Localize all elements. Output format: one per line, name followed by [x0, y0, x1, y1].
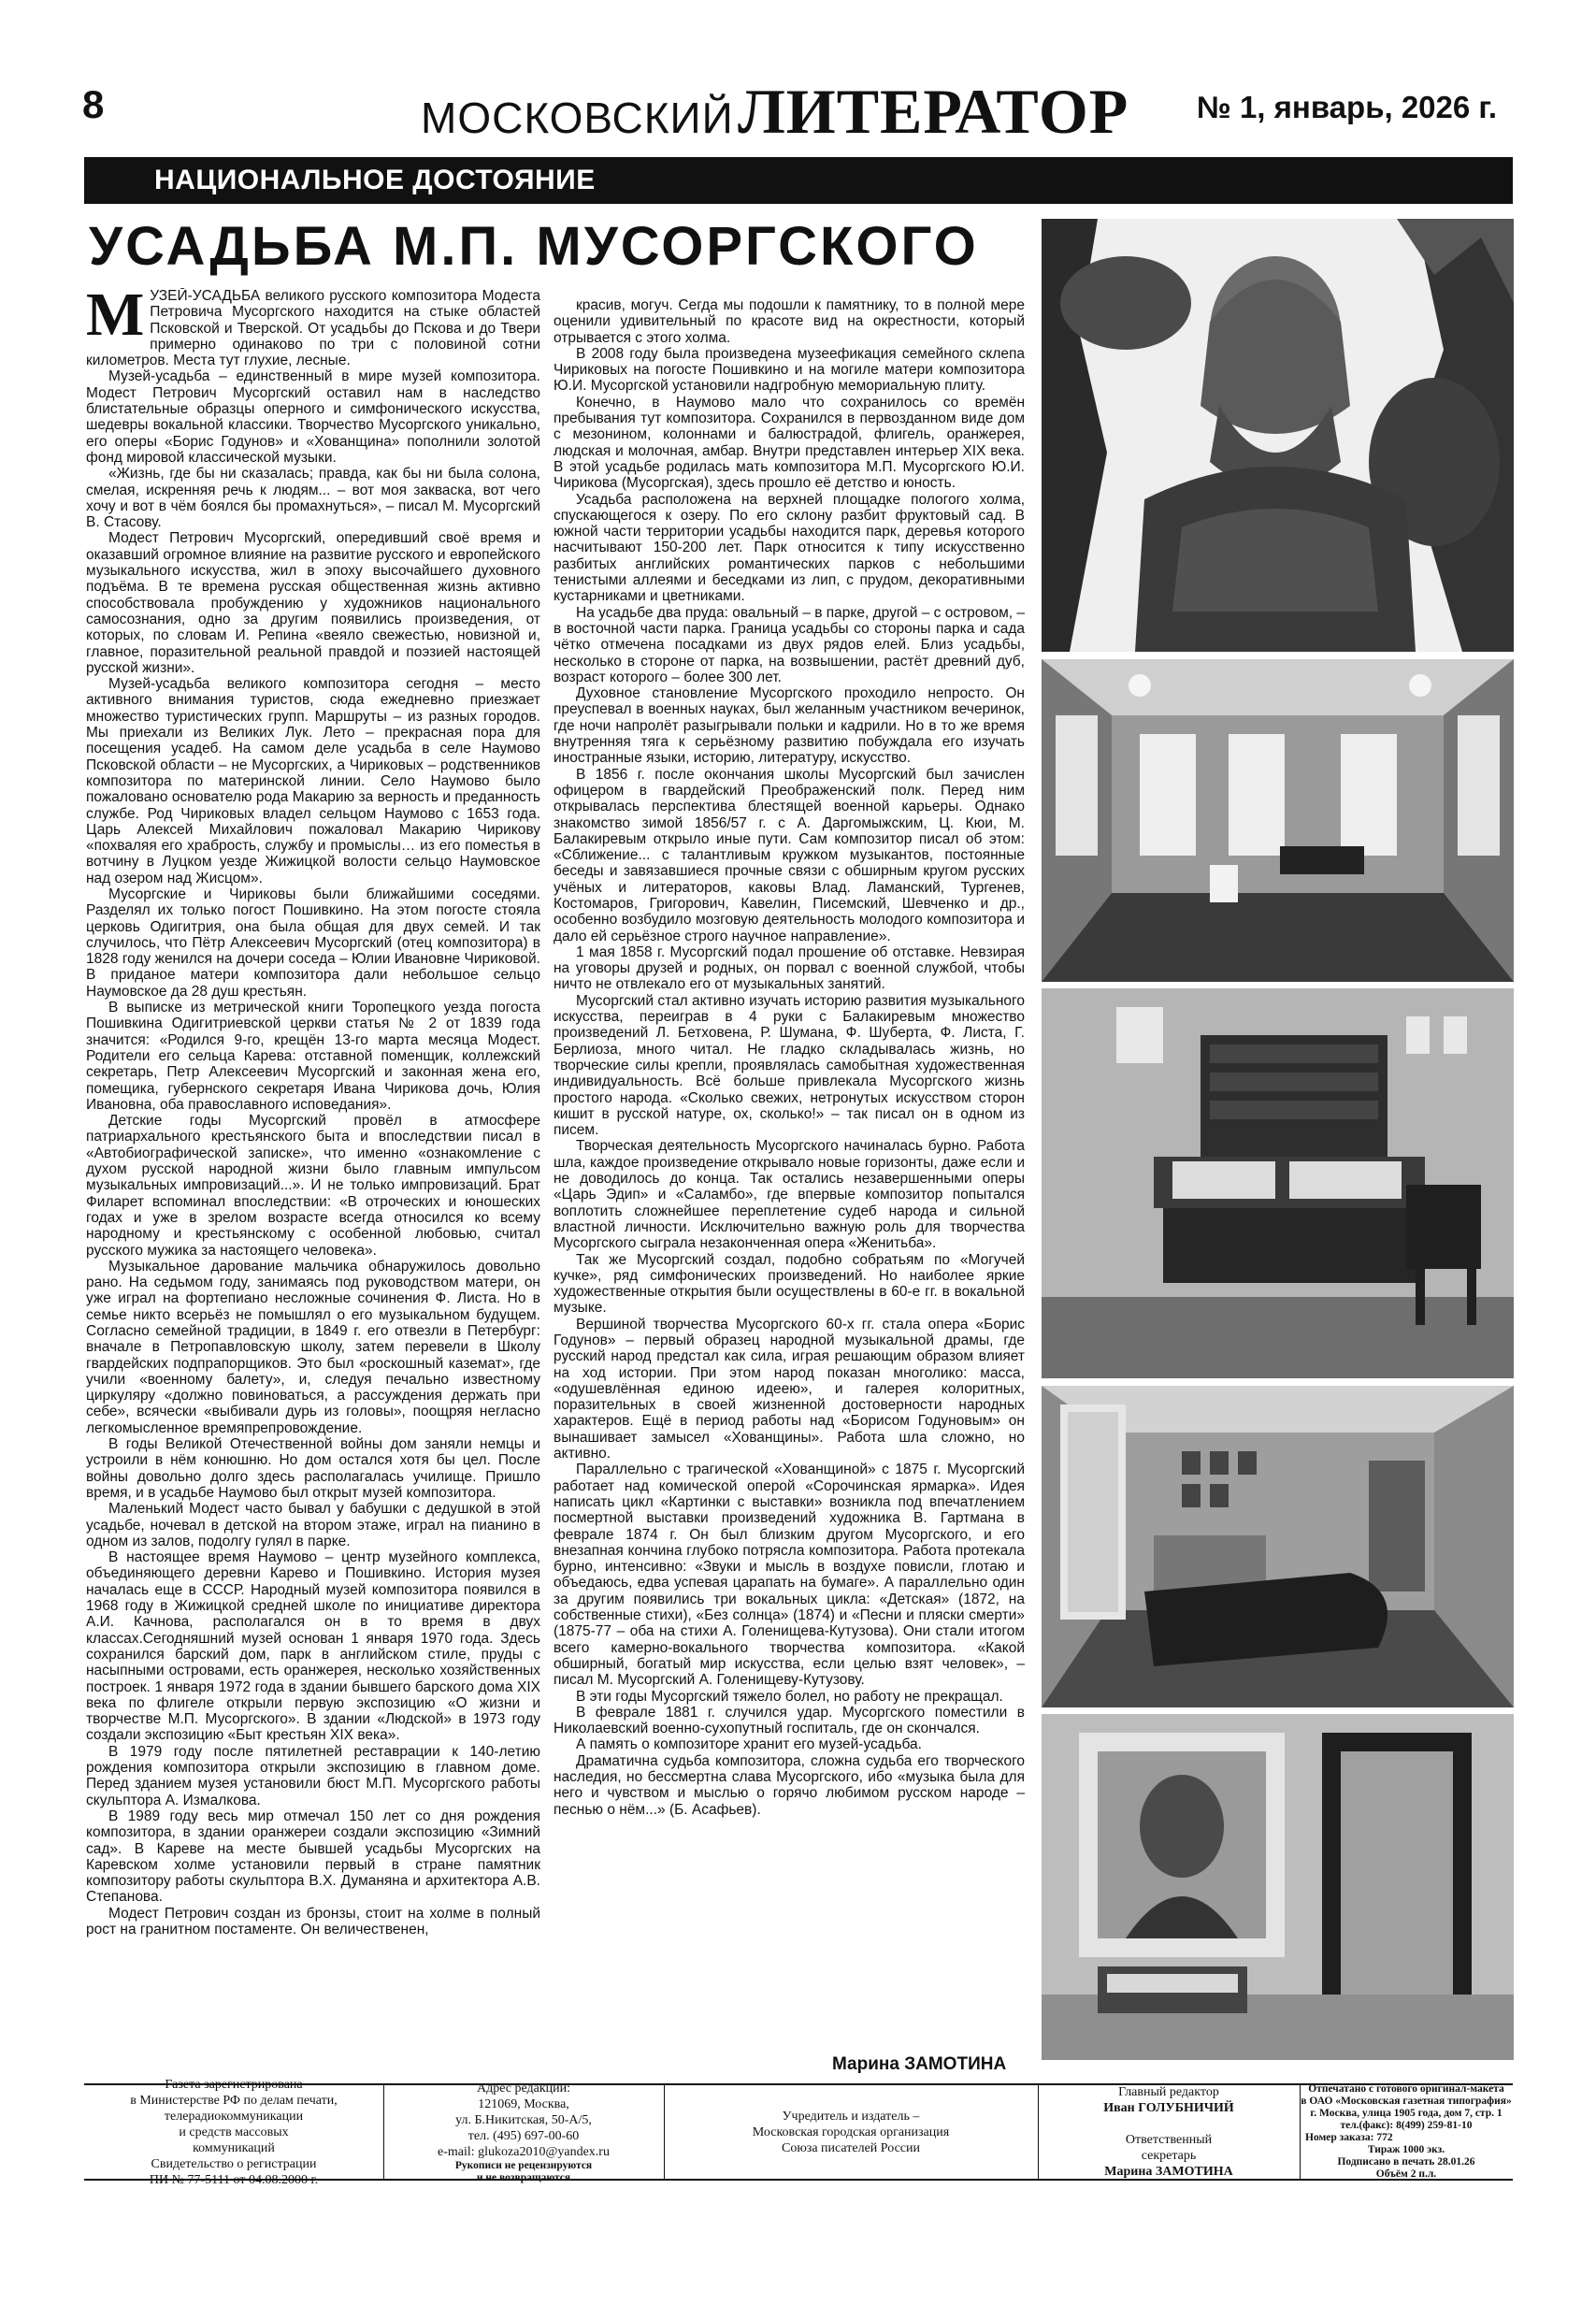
- masthead-title-part2: ЛИТЕРАТОР: [738, 76, 1129, 147]
- photo-hall-with-piano: [1042, 659, 1514, 982]
- article-paragraph: [86, 288, 540, 368]
- print-line: в ОАО «Московская газетная типография»: [1301, 2096, 1512, 2107]
- paragraph-text: УЗЕЙ-УСАДЬБА великого русского композитора Модеста Петровича Мусоргского находится на стыке областей Псковской и Тверской. От усадьбы до Пскова и до Твери примерно одинаково по три с половиной сотни километров. Места тут глухие, лесные.: [86, 288, 540, 369]
- article-paragraph: А память о композиторе хранит его музей-усадьба.: [576, 1736, 922, 1753]
- secretary-label: секретарь: [1141, 2149, 1197, 2163]
- article-paragraph: В 1989 году весь мир отмечал 150 лет со дня рождения композитора, в здании оранжереи создали экспозицию «Зимний сад». В Кареве на месте бывшей усадьбы Мусоргских на Каревском холме установили первый в стране памятник композитору работы скульптора В.Х. Думаняна и архитектора А.В. Степанова.: [86, 1808, 540, 1906]
- registration-line: Свидетельство о регистрации: [151, 2156, 317, 2171]
- article-paragraph: Мусоргский стал активно изучать историю развития музыкального искусства, переиграв в 4 руки с Балакиревым множество произведений Л. Бетховена, Р. Шумана, Ф. Шуберта, Ф. Листа, Г. Берлиоза, много читал. Не гладко складывалась жизнь, но творческие силы крепли, проявлялась самобытная художественная индивидуальность. Всё больше привлекала Мусоргского жизнь простого народа. «Сколько свежих, нетронутых искусством сторон кишит в русской натуре, ох, сколько!» – так писал он в одном из писем.: [554, 992, 1025, 1139]
- page-number: 8: [82, 82, 105, 126]
- article-paragraph: Музыкальное дарование мальчика обнаружилось довольно рано. На седьмом году, занимаясь под руководством матери, он уже играл на фортепиано несложные сочинения Ф. Листа. Но в семье никто всерьёз не помышлял о его музыкальном будущем. Согласно семейной традиции, в 1849 г. его отвезли в Петербург: вначале в Петропавловскую школу, затем перевели в Школу гвардейских подпрапорщиков. Это был «роскошный каземат», где учили «военному балету», и, следуя печально известному циркуляру «должно повиноваться, а рассуждения держать при себе», всячески «выбивали дурь из головы», поощряя негласно легкомысленное времяпрепровождение.: [86, 1258, 540, 1436]
- article-paragraph: В 1856 г. после окончания школы Мусоргский был зачислен офицером в гвардейский Преображенский полк. Перед ним открывалась перспектива блестящей военной карьеры. Однако знакомство зимой 1856/57 г. с А. Даргомыжским, Ц. Кюи, М. Балакиревым открыло иные пути. Сам композитор писал об этом: «Сближение... с талантливым кружком музыкантов, постоянные беседы и завязавшиеся прочные связи с обширным кругом русских учёных и литераторов, каковы Влад. Ламанский, Тургенев, Костомаров, Григорович, Кавелин, Писемский, Шевченко и др., особенно возбудило мозговую деятельность молодого композитора и дало ей серьёзное строго научное направление».: [554, 766, 1025, 944]
- masthead-title-part1: МОСКОВСКИЙ: [421, 94, 734, 142]
- signed-for-print: Подписано в печать 28.01.26: [1337, 2156, 1475, 2168]
- rubric-title: НАЦИОНАЛЬНОЕ ДОСТОЯНИЕ: [154, 165, 596, 195]
- article-paragraph: Драматична судьба композитора, сложна судьба его творческого наследия, но бессмертна слава Мусоргского, ибо «музыка была для него и чувством и мыслью о горячо любимом русском народе – песнью о нём...» (Б. Асафьев).: [554, 1752, 1025, 1818]
- article-paragraph: Модест Петрович создан из бронзы, стоит на холме в полный рост на гранитном постаменте. Он величественен,: [86, 1905, 540, 1937]
- editor-label: Главный редактор: [1118, 2085, 1219, 2099]
- article-paragraph: В 2008 году была произведена музеефикация семейного склепа Чириковых на погосте Пошивкино и на могиле матери композитора Ю.И. Мусоргской установили надгробную мемориальную плиту.: [554, 345, 1025, 395]
- footer-founder: [664, 2085, 1039, 2179]
- registration-line: ПИ № 77-5111 от 04.08.2000 г.: [149, 2172, 319, 2187]
- print-line: тел.(факс): 8(499) 259-81-10: [1340, 2120, 1473, 2131]
- registration-line: Газета зарегистрирована: [165, 2077, 303, 2092]
- article-paragraph: 1 мая 1858 г. Мусоргский подал прошение об отставке. Невзирая на уговоры друзей и родных, он порвал с военной службой, чтобы ничто не отвлекало его от музыкальных занятий.: [554, 943, 1025, 993]
- article-paragraph: Модест Петрович Мусоргский, опередивший своё время и оказавший огромное влияние на развитие русского и европейского музыкального искусства, жил в эпоху высочайшего духовного подъёма. В те времена русская общественная жизнь активно способствовала пробуждению у художников национального самосознания, одно за другим появились произведения, от которых, по словам И. Репина «веяло свежестью, новизной и, главное, поразительной реальной правдой и поэзией настоящей русской жизни».: [86, 530, 540, 676]
- registration-line: в Министерстве РФ по делам печати,: [130, 2093, 338, 2108]
- order-number: Номер заказа: 772: [1305, 2132, 1393, 2143]
- article-paragraph: Вершиной творчества Мусоргского 60-х гг. стала опера «Борис Годунов» – первый образец народной музыкальной драмы, где русский народ предстал как сила, играя решающим образом влияет на ход истории. При этом народ показан многолико: масса, «одушевлённая единою идеею», и галерея колоритных, поразительных в своей жизненной достоверности народных характеров. Ещё в период работы над «Борисом Годуновым» он вынашивает замысел «Хованщины». Работа шла сложно, но активно.: [554, 1316, 1025, 1462]
- registration-line: коммуникаций: [193, 2140, 275, 2155]
- registration-line: телерадиокоммуникации: [164, 2109, 304, 2124]
- article-paragraph: Детские годы Мусоргский провёл в атмосфере патриархального крестьянского быта и впоследствии писал в «Автобиографической записке», что именно «ознакомление с духом русской народной жизни было главным импульсом музыкальных импровизаций...». И не только импровизаций. Брат Филарет вспоминал впоследствии: «В отроческих и юношеских годах и уже в зрелом возрасте всегда относился ко всему народному и крестьянскому с особенной любовью, считал русского мужика за настоящего человека».: [86, 1113, 540, 1259]
- article-paragraph: В эти годы Мусоргский тяжело болел, но работу не прекращал.: [576, 1688, 1003, 1705]
- article-paragraph: красив, могуч. Сегда мы подошли к памятнику, то в полной мере оценили удивительный по красоте вид на окрестности, который отрывается с этого холма.: [554, 297, 1025, 346]
- article-column-2: [554, 297, 1025, 2037]
- issue-info: № 1, январь, 2026 г.: [1197, 90, 1498, 124]
- article-paragraph: В выписке из метрической книги Торопецкого уезда погоста Пошивкина Одигитриевской церкви статья № 2 от 1839 года значится: «Родился 9-го, крещён 13-го марта месяца Модест. Родители его сельца Карева: отставной поменщик, коллежский секретарь, Петр Алексеевич Мусоргский и законная жена его, помещика, губернского секретаря Ивана Чирикова дочь, Юлия Ивановна, оба православного исповедания».: [86, 1000, 540, 1113]
- article-paragraph: Мусоргские и Чириковы были ближайшими соседями. Разделял их только погост Пошивкино. На этом погосте стояла церковь Одигитрия, она была общая для двух семей. И так случилось, что Пётр Алексеевич Мусоргский (отец композитора) в 1828 году женился на дочери соседа – Юлии Ивановне Чириковой. В приданое матери композитора дали небольшое сельцо Наумовское да 28 душ крестьян.: [86, 886, 540, 1000]
- manuscripts-note: Рукописи не рецензируются: [454, 2159, 593, 2171]
- drop-cap: М: [86, 288, 145, 349]
- footer-address: [383, 2081, 665, 2183]
- manuscripts-note: и не возвращаются: [476, 2171, 571, 2183]
- address-line: 121069, Москва,: [478, 2096, 569, 2111]
- founder-line: Союза писателей России: [782, 2140, 920, 2155]
- founder-line: Московская городская организация: [752, 2125, 950, 2139]
- registration-line: и средств массовых: [179, 2125, 289, 2139]
- footer-registration: [84, 2077, 384, 2187]
- volume: Объём 2 п.л.: [1375, 2168, 1437, 2180]
- author-signature: Марина ЗАМОТИНА: [832, 2054, 1007, 2074]
- article-paragraph: В 1979 году после пятилетней реставрации к 140-летию рождения композитора открыли экспозицию в главном доме. Перед зданием музея установили бюст М.П. Мусоргского работы скульптора А. Измалкова.: [86, 1743, 540, 1808]
- article-headline: УСАДЬБА М.П. МУСОРГСКОГО: [89, 216, 979, 277]
- photo-piano-room: [1042, 1386, 1514, 1707]
- photo-secretary-desk: [1042, 988, 1514, 1378]
- article-paragraph: «Жизнь, где бы ни сказалась; правда, как бы ни была солона, смелая, искренняя речь к людям... – вот моя закваска, вот чего хочу и вот в чём боялся бы промахнуться», – писал М. Мусоргский В. Стасову.: [86, 466, 540, 531]
- article-paragraph: Маленький Модест часто бывал у бабушки с дедушкой в этой усадьбе, ночевал в детской на втором этаже, играл на пианино в одном из залов, подолгу гулял в парке.: [86, 1501, 540, 1549]
- email-address: e-mail: glukoza2010@yandex.ru: [438, 2144, 610, 2159]
- footer-editors: [1038, 2085, 1301, 2179]
- article-paragraph: Параллельно с трагической «Хованщиной» с 1875 г. Мусоргский работает над комической оперой «Сорочинская ярмарка». Идея написать цикл «Картинки с выставки» возникла под впечатлением посмертной выставки произведений художника В. Гартмана в феврале 1874 г. Он был близким другом Мусоргского, и его внезапная кончина глубоко потрясла композитора. Работа протекала бурно, интенсивно: «Звуки и мысль в воздухе повисли, глотаю и объедаюсь, едва успевая царапать на бумаге». А параллельно один за другим появились три вокальных цикла: «Детская» (1872, на собственные стихи), «Без солнца» (1874) и «Песни и пляски смерти» (1875-77 – оба на стихи А. Голенищева-Кутузова). Они стали итогом всего камерно-вокального творчества композитора. «Какой обширный, богатый мир искусства, если целью взят человек», – писал М. Мусоргский А. Голенищеву-Кутузову.: [554, 1462, 1025, 1689]
- article-column-1: [86, 288, 540, 2051]
- print-line: г. Москва, улица 1905 года, дом 7, стр. 1: [1310, 2108, 1503, 2119]
- circulation: Тираж 1000 экз.: [1367, 2144, 1445, 2155]
- address-line: Адрес редакции:: [476, 2081, 571, 2096]
- editor-name: Иван ГОЛУБНИЧИЙ: [1103, 2101, 1234, 2115]
- newspaper-masthead: [421, 75, 1131, 147]
- article-paragraph: В годы Великой Отечественной войны дом заняли немцы и устроили в нём конюшню. Но дом остался хотя бы цел. После войны довольно долго здесь располагалась училище. Пришло время, и в усадьбе Наумово был открыт музей композитора.: [86, 1436, 540, 1501]
- article-paragraph: Музей-усадьба великого композитора сегодня – место активного внимания туристов, сюда ежедневно приезжает множество туристических групп. Маршруты – из разных городов. Мы приехали из Великих Лук. Лето – прекрасная пора для посещения усадеб. На самом деле усадьба в селе Наумово Псковской области – не Мусоргских, а Чириковых – родственников композитора по материнской линии. Село Наумово было пожаловано основателю рода Макарию за верность и преданность службе. Род Чириковых владел сельцом Наумово с 1653 года. Царь Алексей Михайлович пожаловал Макарию Чирикову «похваляя его храбрость, службу и промыслы… из его поместья в вотчину в Луцком уезде Жижицкой волости сельцо Наумовское над озером над Жисцом».: [86, 676, 540, 886]
- article-paragraph: В феврале 1881 г. случился удар. Мусоргского поместили в Николаевский военно-сухопутный госпиталь, где он скончался.: [554, 1704, 1025, 1737]
- photo-bust-monument: [1042, 219, 1514, 652]
- print-line: Отпечатано с готового оригинал-макета: [1308, 2083, 1504, 2095]
- article-paragraph: На усадьбе два пруда: овальный – в парке, другой – с островом, – в восточной части парка. Граница усадьбы со стороны парка и сада чётко отмечена посадками из двух рядов елей. Близ усадьбы, несколько в стороне от парка, на возвышении, растёт древний дуб, возраст которого – более 300 лет.: [554, 604, 1025, 685]
- address-line: ул. Б.Никитская, 50-А/5,: [455, 2112, 592, 2127]
- footer-print-info: [1300, 2085, 1513, 2179]
- article-paragraph: В настоящее время Наумово – центр музейного комплекса, объединяющего деревни Карево и Пошивкино. История музея началась еще в СССР. Народный музей композитора появился в 1968 году в Жижицкой средней школе по инициативе директора А.И. Качнова, располагался он в то время в двух классах.Сегодняшний музей основан 1 января 1970 года. Здесь сохранился барский дом, парк в английском стиле, пруды с насыпными островами, есть оранжерея, несколько хозяйственных построек. 1 января 1972 года в здании бывшего барского дома XIX века по флигеле открыли первую экспозицию «О жизни и творчестве М.П. Мусоргского». В здании «Людской» в 1973 году создали экспозицию «Быт крестьян XIX века».: [86, 1549, 540, 1744]
- article-paragraph: Творческая деятельность Мусоргского начиналась бурно. Работа шла, каждое произведение открывало новые горизонты, даже если и не доводилось до конца. Так остались незавершенными оперы «Царь Эдип» и «Саламбо», где впервые композитор попытался воплотить сложнейшее переплетение судеб народа и сильной властной личности. Исключительно важную роль для творчества Мусоргского сыграла незаконченная опера «Женитьба».: [554, 1138, 1025, 1252]
- founder-line: Учредитель и издатель –: [782, 2109, 920, 2124]
- article-paragraph: Конечно, в Наумово мало что сохранилось со времён пребывания тут композитора. Сохранился в первозданном виде дом с мезонином, колоннами и балюстрадой, флигель, оранжерея, людская и молочная, амбар. Внутри представлен интерьер XIX века. В этой усадьбе родилась мать композитора М.П. Мусоргского Ю.И. Чирикова (Мусоргская), здесь прошло её детство и юность.: [554, 394, 1025, 492]
- photo-portrait-exhibit: [1042, 1714, 1514, 2060]
- imprint-footer: [84, 2077, 1513, 2187]
- article-paragraph: Усадьба расположена на верхней площадке пологого холма, спускающегося к озеру. По его склону разбит фруктовый сад. В южной части территории усадьбы находится парк, деревья которого насчитывают 150-200 лет. Парк относится к типу искусственно разбитых английских романтических парков с небольшими тенистыми аллеями и беседками из лип, с прудом, декоративными кустарниками и цветниками.: [554, 491, 1025, 605]
- article-paragraph: Духовное становление Мусоргского проходило непросто. Он преуспевал в военных науках, был желанным участником вечеринок, где ночи напролёт разыгрывали польки и кадрили. Но в то же время внутренняя тяга к серьёзному развитию побуждала его изучать иностранные языки, историю, литературу, искусство.: [554, 685, 1025, 767]
- article-paragraph: Музей-усадьба – единственный в мире музей композитора. Модест Петрович Мусоргский оставил нам в наследство блистательные образцы оперного и симфонического искусства, шедевры вокальной классики. Творчество Мусоргского уникально, его оперы «Борис Годунов» и «Хованщина» пополнили золотой фонд мировой классической музыки.: [86, 368, 540, 466]
- address-line: тел. (495) 697-00-60: [467, 2128, 580, 2143]
- article-paragraph: Так же Мусоргский создал, подобно собратьям по «Могучей кучке», ряд симфонических произведений. Но наиболее яркие художественные открытия были осуществлены в 60-е гг. в вокальной музыке.: [554, 1251, 1025, 1317]
- secretary-label: Ответственный: [1125, 2133, 1213, 2147]
- secretary-name: Марина ЗАМОТИНА: [1104, 2165, 1233, 2179]
